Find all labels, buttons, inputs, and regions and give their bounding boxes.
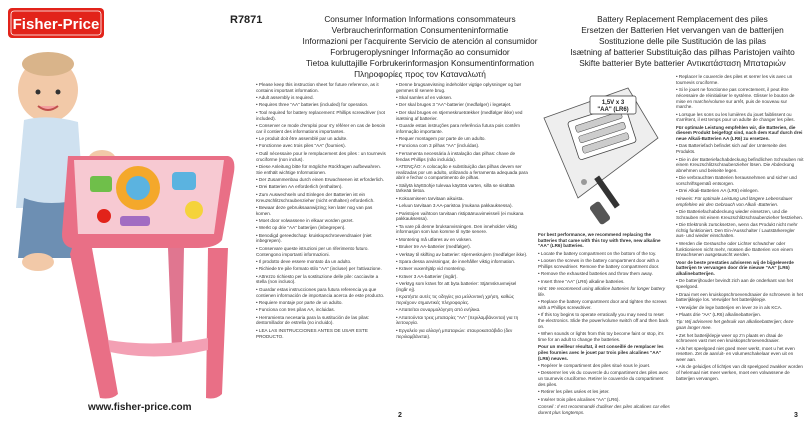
product-photo-baby-learning-table xyxy=(8,48,238,400)
col4-item-9: • Die Batteriefachabdeckung wieder einsetzen, und die Schrauben mit einem Kreuzschlitzschraubenzieher festziehen. xyxy=(676,208,803,220)
col2-item-3: • Der skal bruges en stjerneskruetrækker (medfølger ikke) ved isætning af batterier. xyxy=(396,109,523,121)
header-right-line4: Isætning af batterier Substituição das pilhas Paristojen vaihto xyxy=(570,47,795,57)
col4-item-2: • Lorsque les sons ou les lumières du jouet faiblissent ou s'arrêtent, il est temps pour un adulte de changer les piles. xyxy=(676,111,795,123)
col2-item-5: • Requer montagem por parte de um adulto. xyxy=(396,136,486,142)
col4-item-19: • Als het speelgoed niet goed meer werkt, moet u het even resetten. Zet de aan/uit- en volumeschakelaar even uit en weer aan. xyxy=(676,345,795,362)
col1-item-19: • Attrezzo richiesto per la sostituzione delle pile: cacciavite a stella (non incluso). xyxy=(256,273,379,285)
col3-item-1: • Locate the battery compartment on the bottom of the toy. xyxy=(538,250,657,256)
col3-item-3: • Remove the exhausted batteries and throw them away. xyxy=(538,271,653,277)
col1-item-3: • Tool required for battery replacement: Phillips screwdriver (not included). xyxy=(256,109,385,121)
col3-item-0: For best performance, we recommend replacing the batteries that came with this toy with three, new alkaline "AA" (LR6) batteries. xyxy=(538,232,661,249)
col2-item-22: • Απαιτείται συναρμολόγηση από ενήλικα. xyxy=(396,307,481,313)
col2-item-23: • Απαιτούνται τρεις μπαταρίες "AA" (περιλαμβάνονται) για τη λειτουργία. xyxy=(396,314,519,326)
col1-item-10: • Drei Batterien AA erforderlich (enthalten). xyxy=(256,184,343,190)
col2-item-24: • Εργαλείο για αλλαγή μπαταριών: σταυροκατσάβιδο (δεν περιλαμβάνεται). xyxy=(396,327,513,339)
col1-item-23: • Herramienta necesaria para la sustitución de las pilas: destornillador de estrella (no incluido). xyxy=(256,314,370,326)
header-right-line3: Sostituzione delle pile Sustitución de las pilas xyxy=(599,36,766,46)
battery-compartment-diagram xyxy=(538,78,662,228)
header-left-line5: Tietoa kuluttajille Forbrukerinformasjon Konsumentinformation xyxy=(306,58,534,68)
header-left-line4: Forbrugeroplysninger Informação ao consumidor xyxy=(330,47,510,57)
battery-label-type: "AA" (LR6) xyxy=(597,107,629,113)
col2-item-7: • Ferramenta necessária à instalação das pilhas: chave de fendas Phillips (não incluída). xyxy=(396,150,516,162)
col2-item-21: • Κρατήστε αυτές τις οδηγίες για μελλοντική χρήση, καθώς περιέχουν σημαντικές πληροφορίες. xyxy=(396,294,514,305)
header-left-line6: Πληροφορίες προς τον Καταναλωτή xyxy=(354,69,486,79)
col2-item-9: • Säilytä käyttöohje tulevaa käyttöä varten, sillä se sisältää tärkeää tietoa. xyxy=(396,182,515,194)
col1-item-2: • Requires three "AA" batteries (included) for operation. xyxy=(256,102,369,108)
col4-item-11: • Werden die Geräusche oder Lichter schwächer oder funktionieren nicht mehr, müssen die Batterien von einem Erwachsenen ausgetauscht werden. xyxy=(676,240,793,258)
col4-item-1: • Si le jouet ne fonctionne pas correctement, il peut être nécessaire de réinitialiser le système. Glisser le bouton de mise en marche/volume sur arrêt, puis de nouveau sur marche. xyxy=(676,87,795,110)
col1-item-16: • Conservare queste istruzioni per un riferimento futuro. Contengono importanti informazioni. xyxy=(256,245,369,257)
col2-item-10: • Kokoamiseen tarvitaan aikuista. xyxy=(396,195,464,201)
col3-item-9: Pour un meilleur résultat, il est conseillé de remplacer les piles fournies avec le jouet par trois piles alcalines "AA" (LR6) neuves. xyxy=(538,344,664,361)
col3-item-8: • When sounds or lights from this toy become faint or stop, it's time for an adult to change the batteries. xyxy=(538,331,664,342)
col4-item-13: • De batterijhouder bevindt zich aan de onderkant van het speelgoed. xyxy=(676,278,794,290)
col1-item-14: • Werkt op drie "AA" batterijen (inbegrepen). xyxy=(256,225,346,231)
col4-item-12: Voor de beste prestaties adviseren wij de bijgeleverde batterijen te vervangen door drie nieuwe "AA" (LR6) alkalinebatterijen. xyxy=(676,259,794,277)
col1-item-5: • Le produit doit être assemblé par un adulte. xyxy=(256,136,348,142)
col3-item-11: • Desserrer les vis du couvercle du compartiment des piles avec un tournevis cruciforme. Retirer le couvercle du compartiment des piles. xyxy=(538,370,669,387)
col2-item-6: • Funciona com 3 pilhas "AA" (incluídas). xyxy=(396,143,480,149)
text-column-2 xyxy=(396,82,528,398)
col3-item-2: • Loosen the screws in the battery compartment door with a Phillips screwdriver. Remove the battery compartment door. xyxy=(538,258,660,269)
website-url[interactable]: www.fisher-price.com xyxy=(88,402,192,413)
header-right-line1: Battery Replacement Remplacement des piles xyxy=(597,14,768,24)
col3-item-4: • Insert three "AA" (LR6) alkaline batteries. xyxy=(538,278,625,284)
model-number: R7871 xyxy=(230,14,263,26)
col1-item-13: • Moet door volwassene in elkaar worden gezet. xyxy=(256,218,354,223)
col1-item-15: • Benodigd gereedschap: kruiskopschroevendraaier (niet inbegrepen). xyxy=(256,232,372,244)
col1-item-11: • Zum Auswechseln und Einlegen der Batterien ist ein Kreuzschlitzschraubenzieher (nicht enthalten) erforderlich. xyxy=(256,191,375,203)
col4-item-0: • Replacer le couvercle des piles et serrer les vis avec un tournevis cruciforme. xyxy=(676,74,793,85)
col4-item-15: • Verwijder de lege batterijen en lever ze in als KCA. xyxy=(676,304,783,310)
col2-item-13: • Ta vare på denne bruksanvisningen. Den inneholder viktig informasjon som kan komme til nytte senere. xyxy=(396,223,517,235)
col1-item-20: • Guardar estas instrucciones para futura referencia ya que contienen información de importancia acerca de este producto. xyxy=(256,286,385,298)
text-column-4 xyxy=(676,74,804,404)
col1-item-7: • Outil nécessaire pour le remplacement des piles : un tournevis cruciforme (non inclus). xyxy=(256,150,386,162)
col4-item-8: Hinweis: Für optimale Leistung und längere Lebensdauer empfehlen wir den Gebrauch von Alkali -Batterien. xyxy=(676,195,793,207)
col4-item-3: Für optimale Leistung empfehlen wir, die Batterien, die diesem Produkt beigefügt sind, nach dem Kauf durch drei neue Alkali-Batterien AA (LR6) zu ersetzen. xyxy=(676,124,803,142)
col4-item-17: Tip: Wij adviseren het gebruik van alkalinebatterijen; deze gaan langer mee. xyxy=(676,319,794,331)
page-number-right: 3 xyxy=(794,412,798,419)
col4-item-20: • Als de geluidjes of lichtjes van dit speelgoed zwakker worden of helemaal niet meer werken, moet een volwassene de batterijen vervangen. xyxy=(676,364,803,381)
col4-item-18: • Zet het batterijklepje weer op z'n plaats en draai de schroeven vast met een kruiskopschroevendraaier. xyxy=(676,332,783,344)
col4-item-6: • Die verbrauchten Batterien herausnehmen und sicher und vorschriftsgemäß entsorgen. xyxy=(676,175,797,187)
col4-item-7: • Drei Alkali-Batterien AA (LR6) einlegen. xyxy=(676,188,759,194)
col3-item-14: Conseil : Il est recommandé d'utiliser des piles alcalines car elles durent plus longtemps. xyxy=(538,403,670,415)
battery-label-voltage: 1,5V x 3 xyxy=(601,100,625,106)
col2-item-0: • Denne brugsanvisning indeholder vigtige oplysninger og bør gemmes til senere brug. xyxy=(396,82,522,93)
col1-item-12: • Bewaar deze gebruiksaanwijzing; ken later nog van pas komen. xyxy=(256,204,373,216)
header-consumer-info xyxy=(270,14,570,80)
header-left-line1: Consumer Information Informations consommateurs xyxy=(324,14,516,24)
header-right-line2: Ersetzen der Batterien Het vervangen van de batterijen xyxy=(581,25,784,35)
text-column-1 xyxy=(256,82,388,398)
col1-item-22: • Funciona con tres pilas AA, incluidas. xyxy=(256,307,335,313)
col3-item-13: • Insérer trois piles alcalines "AA" (LR6). xyxy=(538,396,620,402)
text-column-3 xyxy=(538,232,670,415)
fisher-price-logo xyxy=(8,6,104,42)
col1-item-6: • Fonctionne avec trois piles "AA" (fournies). xyxy=(256,143,346,149)
col1-item-0: • Please keep this instruction sheet for future reference, as it contains important information. xyxy=(256,82,379,93)
col2-item-1: • Skal samles af en voksen. xyxy=(396,95,453,101)
col3-item-7: • If this toy begins to operate erratically you may need to reset the electronics. Slide the power/volume switch off and then back on. xyxy=(538,312,669,329)
col1-item-4: • Conserver ce mode d'emploi pour s'y référer en cas de besoin car il contient des informations importantes. xyxy=(256,122,386,134)
col3-item-10: • Repérer le compartiment des piles situé sous le jouet. xyxy=(538,362,651,368)
col1-item-1: • Adult assembly is required. xyxy=(256,95,314,101)
col4-item-5: • Die in der Batteriefachabdeckung befindlichen Schrauben mit einem Kreuzschlitzschraubenzieher lösen. Die Abdeckung abnehmen und beiseite legen. xyxy=(676,156,804,173)
header-right-line5: Skifte batterier Byte batterier Αντικατάσταση Μπαταριών xyxy=(579,58,786,68)
logo-text: Fisher-Price xyxy=(12,16,100,33)
col1-item-8: • Diese Anleitung bitte für mögliche Rückfragen aufbewahren. Sie enthält wichtige Informationen. xyxy=(256,163,381,175)
header-left-line2: Verbraucherinformation Consumenteninformatie xyxy=(331,25,509,35)
col3-item-12: • Retirer les piles usées et les jeter. xyxy=(538,389,610,395)
col2-item-15: • Bruker tre AA-batterier (medfølger). xyxy=(396,244,471,250)
col4-item-14: • Draai met een kruiskopschroevendraaier de schroeven in het batterijklepje los. Verwijder het batterijklepje. xyxy=(676,291,803,303)
col2-item-16: • Verktøy til skifting av batterier: stjerneskrujern (medfølger ikke). xyxy=(396,251,528,257)
header-battery-replacement xyxy=(560,14,805,69)
col2-item-17: • Spara dessa anvisningar, de innehåller viktig information. xyxy=(396,258,516,264)
col2-item-11: • Leluun tarvitaan 3 AA-paristoa (mukana pakkauksessa). xyxy=(396,203,513,209)
col2-item-18: • Kräver vuxenhjälp vid montering. xyxy=(396,266,466,272)
col4-item-4: • Das Batteriefach befindet sich auf der Unterseite des Produkts. xyxy=(676,143,787,155)
col2-item-14: • Montering må utføres av en voksen. xyxy=(396,236,473,242)
col1-item-17: • Il prodotto deve essere montato da un adulto. xyxy=(256,258,352,264)
col2-item-12: • Paristojen vaihtoon tarvitaan ristipääruuvimeisseli (ei mukana pakkauksessa). xyxy=(396,210,524,222)
col3-item-6: • Replace the battery compartment door and tighten the screws with a Phillips screwdriver. xyxy=(538,299,667,310)
col2-item-19: • Kräver 3 AA-batterier (ingår). xyxy=(396,273,458,279)
col1-item-18: • Richiede tre pile formato stilo "AA" (incluse) per l'attivazione. xyxy=(256,266,382,272)
col2-item-20: • Verktyg som krävs för att byta batterier: Stjärnskruvmejsel (ingår ej). xyxy=(396,281,517,292)
header-left-line3: Informazioni per l'acquirente Servicio de atención al consumidor xyxy=(302,36,538,46)
page-number-left: 2 xyxy=(398,412,402,419)
col4-item-10: • Die Elektronik zurücksetzen, wenn das Produkt nicht mehr richtig funktioniert. Den Ein-/Ausschalter / Lautstärkeregler aus- und wieder einschalten. xyxy=(676,222,798,239)
col2-item-4: • Guarde estas instruções para referência futura pois contêm informação importante. xyxy=(396,122,520,134)
col1-item-24: • LEA LAS INSTRUCCIONES ANTES DE USAR ESTE PRODUCTO. xyxy=(256,327,368,339)
col2-item-2: • Der skal bruges 3 "AA"-batterier (medfølger) i legetøjet. xyxy=(396,102,512,108)
col1-item-21: • Requiere montaje por parte de un adulto. xyxy=(256,299,343,305)
col2-item-8: • ATENÇÃO: A colocação e substituição das pilhas devem ser realizadas por um adulto, utilizando a ferramenta adequada para abrir e fechar o compartimento de pilhas. xyxy=(396,163,528,181)
col3-item-5: Hint: We recommend using alkaline batteries for longer battery life. xyxy=(538,286,666,297)
col4-item-16: • Plaats drie "AA" (LR6) alkalinebatterijen. xyxy=(676,312,762,318)
col1-item-9: • Der Zusammenbau durch einen Erwachsenen ist erforderlich. xyxy=(256,177,384,183)
